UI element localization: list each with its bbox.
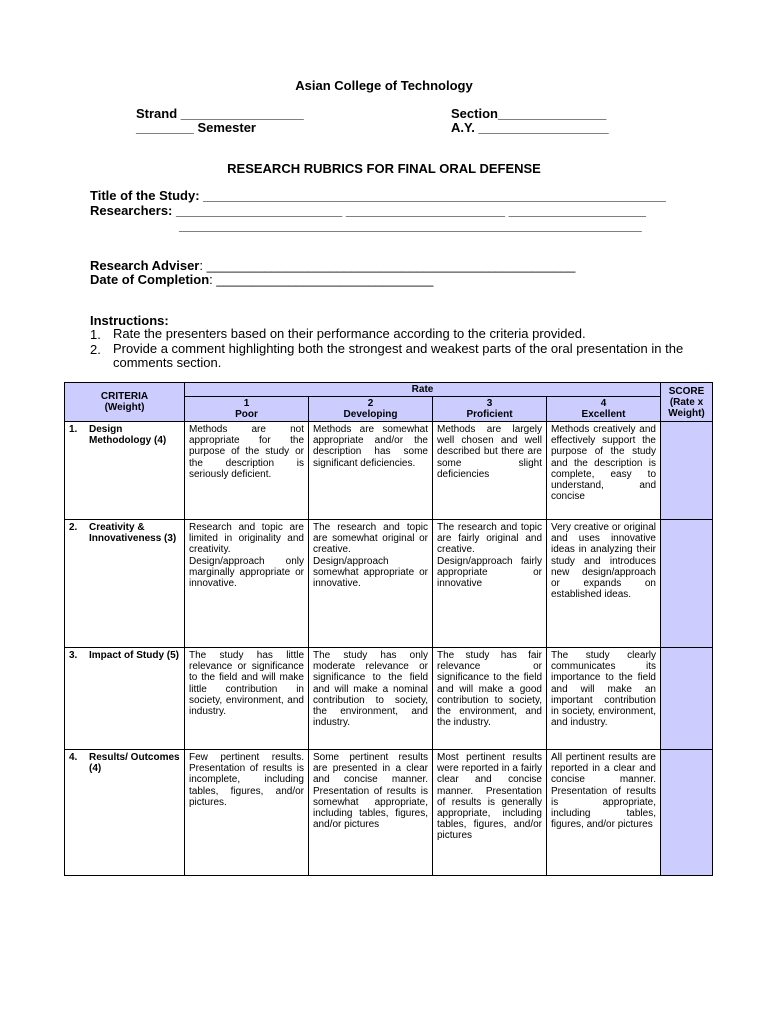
rate-number: 1 <box>243 398 250 409</box>
rate-label: Poor <box>235 409 258 420</box>
instructions-heading: Instructions: <box>90 313 169 328</box>
criterion-number: 3. <box>69 650 78 661</box>
rubric-description: The study has fair relevance or significance to the field and will make a good contribution to society, the environment, and the industry. <box>437 650 542 729</box>
rubric-cell <box>433 520 547 648</box>
rubric-description: Research and topic are limited in originality and creativity. Design/approach only marginally appropriate or innovative. <box>189 522 304 590</box>
adviser-label: Research Adviser <box>90 258 200 273</box>
rubric-description: Methods are somewhat appropriate and/or the description has some significant deficiencies. <box>313 424 428 469</box>
instruction-text: Rate the presenters based on their performance according to the criteria provided. <box>113 326 586 341</box>
score-cell[interactable] <box>661 520 713 648</box>
semester-field[interactable]: ________ Semester <box>136 120 256 135</box>
criterion-cell <box>65 422 185 520</box>
rubric-cell <box>309 422 433 520</box>
rubric-cell <box>433 422 547 520</box>
rubric-cell <box>309 648 433 750</box>
table-row <box>65 520 713 648</box>
criterion-number: 1. <box>69 424 78 435</box>
section-field[interactable]: Section_______________ <box>451 106 607 121</box>
rubric-cell <box>433 648 547 750</box>
completion-line[interactable]: : ______________________________ <box>209 272 434 287</box>
rubric-cell <box>185 750 309 876</box>
rate-level-header <box>185 397 309 422</box>
researchers-field-continued[interactable]: ________________________________________________________________ <box>179 218 642 233</box>
criteria-header-line: CRITERIA <box>100 391 149 402</box>
rate-number: 2 <box>367 398 374 409</box>
score-header-line: SCORE <box>668 385 705 397</box>
rubric-cell <box>185 422 309 520</box>
college-name: Asian College of Technology <box>295 78 473 93</box>
adviser-line[interactable]: : ___________________________________________________ <box>199 258 576 273</box>
criterion-cell <box>65 750 185 876</box>
rubric-description: Very creative or original and uses innovative ideas in analyzing their study and introduces new design/approach or expands on established ideas. <box>551 522 656 601</box>
table-row <box>65 750 713 876</box>
rate-level-header <box>547 397 661 422</box>
rubric-cell <box>547 648 661 750</box>
rate-number: 3 <box>486 398 493 409</box>
rubric-table <box>64 382 713 876</box>
rubric-cell <box>547 422 661 520</box>
rubric-description: The research and topic are fairly original and creative. Design/approach fairly appropriate or innovative <box>437 522 542 590</box>
criterion-label: Impact of Study (5) <box>89 650 180 661</box>
rubric-description: The study has only moderate relevance or significance to the field and will make a nominal contribution to society, the environment, and industry. <box>313 650 428 729</box>
rate-level-header <box>309 397 433 422</box>
criterion-cell <box>65 520 185 648</box>
score-cell[interactable] <box>661 648 713 750</box>
rubric-cell <box>433 750 547 876</box>
study-title-field[interactable]: Title of the Study: ________________________________________________________________ <box>90 188 666 203</box>
instruction-number: 1. <box>90 327 101 342</box>
criterion-number: 4. <box>69 752 78 763</box>
criterion-label: Creativity & Innovativeness (3) <box>89 522 177 545</box>
criterion-cell <box>65 648 185 750</box>
criterion-number: 2. <box>69 522 78 533</box>
rubric-description: Most pertinent results were reported in a fairly clear and concise manner. Presentation of results is generally appropriate, including tables, figures, and/or pictures <box>437 752 542 842</box>
adviser-field[interactable] <box>90 258 575 273</box>
table-header-row <box>65 383 713 397</box>
rate-level-header <box>433 397 547 422</box>
rubric-cell <box>547 520 661 648</box>
criterion-label: Design Methodology (4) <box>89 424 167 447</box>
rubric-description: The study has little relevance or significance to the field and will make little contribution in society, environment, and industry. <box>189 650 304 718</box>
criteria-header-line: (Weight) <box>104 402 145 413</box>
criterion-label: Results/ Outcomes (4) <box>89 752 180 775</box>
table-row <box>65 422 713 520</box>
rubric-description: The study clearly communicates its importance to the field and will make an important contribution in society, environment, and industry. <box>551 650 656 729</box>
rate-label: Excellent <box>581 409 626 420</box>
score-header-line: (Rate x <box>669 396 704 408</box>
score-header-line: Weight) <box>668 407 705 419</box>
rate-label: Proficient <box>466 409 513 420</box>
instruction-number: 2. <box>90 342 101 357</box>
rubric-description: All pertinent results are reported in a clear and concise manner. Presentation of results is appropriate, including tables, figures, and/or pictures <box>551 752 656 831</box>
strand-field[interactable]: Strand _________________ <box>136 106 304 121</box>
rubric-cell <box>185 648 309 750</box>
rubric-cell <box>547 750 661 876</box>
rubric-cell <box>309 750 433 876</box>
rubric-cell <box>309 520 433 648</box>
score-cell[interactable] <box>661 422 713 520</box>
rubric-description: Few pertinent results. Presentation of results is incomplete, including tables, figures, and/or pictures. <box>189 752 304 808</box>
completion-label: Date of Completion <box>90 272 210 287</box>
rubric-cell <box>185 520 309 648</box>
rubric-description: Some pertinent results are presented in a clear and concise manner. Presentation of results is somewhat appropriate, including tables, figures, and/or pictures <box>313 752 428 831</box>
criteria-header <box>65 383 185 422</box>
rate-header: Rate <box>185 383 661 397</box>
score-header <box>661 383 713 422</box>
rubric-description: Methods creatively and effectively support the purpose of the study and the description is complete, easy to understand, and concise <box>551 424 656 503</box>
completion-field[interactable] <box>90 272 433 287</box>
rate-number: 4 <box>600 398 607 409</box>
table-row <box>65 648 713 750</box>
document-title: RESEARCH RUBRICS FOR FINAL ORAL DEFENSE <box>227 161 541 176</box>
rubric-description: The research and topic are somewhat original or creative. Design/approach somewhat appropriate or innovative. <box>313 522 428 590</box>
rubric-description: Methods are largely well chosen and well described but there are some slight deficiencies <box>437 424 542 480</box>
score-cell[interactable] <box>661 750 713 876</box>
academic-year-field[interactable]: A.Y. __________________ <box>451 120 609 135</box>
rubric-description: Methods are not appropriate for the purpose of the study or the description is seriously deficient. <box>189 424 304 480</box>
rate-label: Developing <box>343 409 398 420</box>
researchers-field[interactable]: Researchers: _______________________ ______________________ ___________________ <box>90 203 646 218</box>
instruction-text: Provide a comment highlighting both the strongest and weakest parts of the oral presentation in the comments section. <box>113 341 684 370</box>
